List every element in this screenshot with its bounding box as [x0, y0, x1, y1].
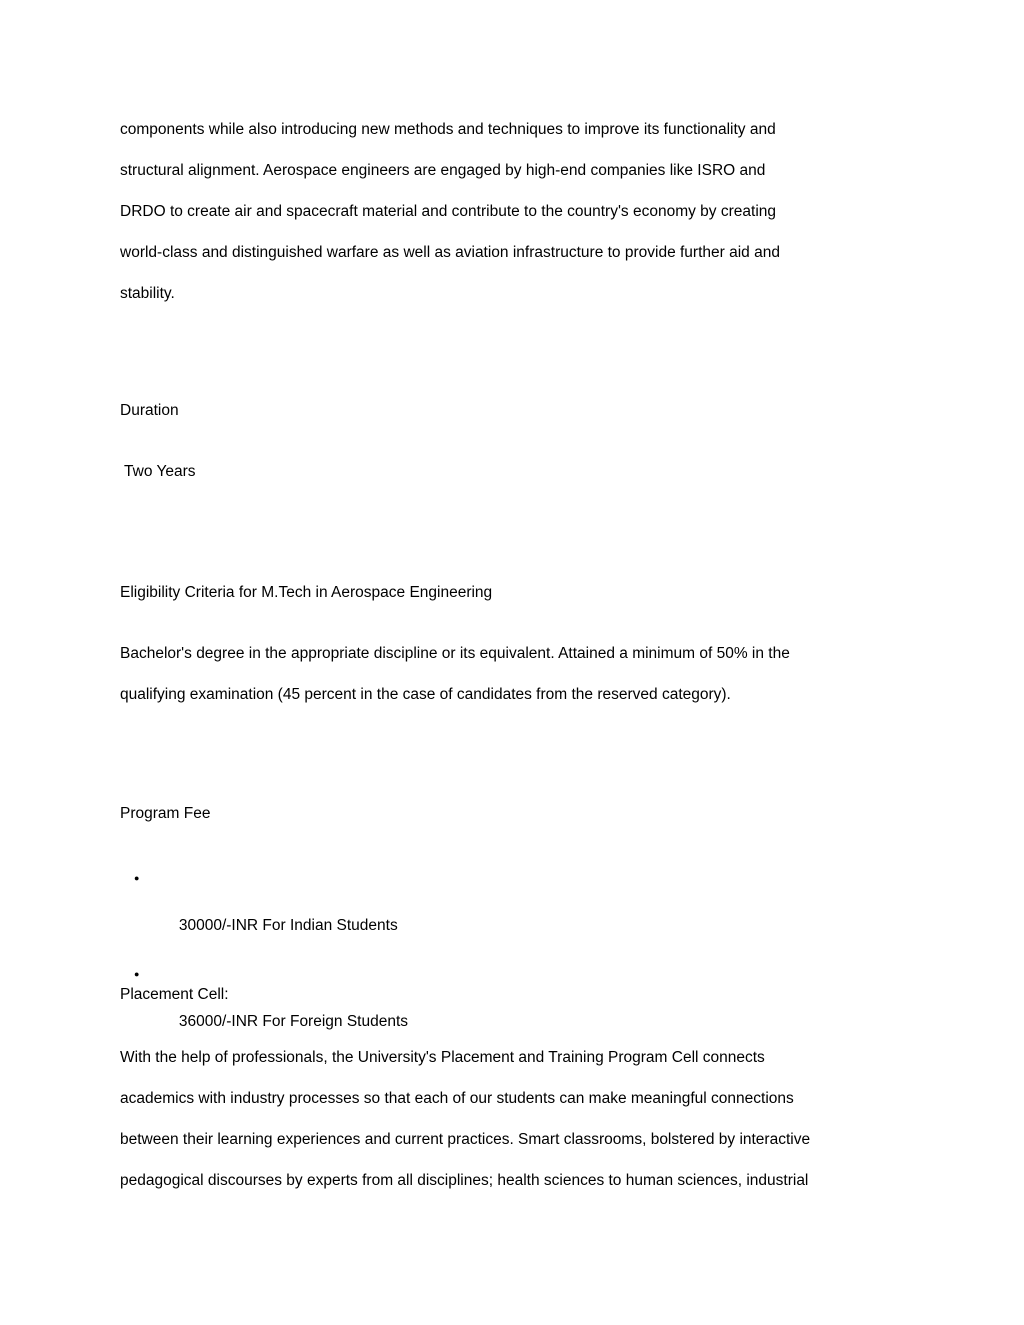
program-fee-heading	[120, 793, 950, 834]
heading-text: Program Fee	[120, 805, 211, 822]
list-item	[120, 866, 950, 962]
list-item-text: 30000/-INR For Indian Students	[178, 917, 398, 934]
placement-heading	[120, 974, 950, 1015]
bullet-icon: ●	[134, 969, 140, 979]
text-line: stability.	[120, 285, 175, 302]
text-line: components while also introducing new methods and techniques to improve its functionality and	[120, 121, 776, 138]
heading-text: Duration	[120, 402, 179, 419]
text-line: structural alignment. Aerospace engineers are engaged by high-end companies like ISRO and	[120, 162, 766, 179]
heading-text: Eligibility Criteria for M.Tech in Aerospace Engineering	[120, 584, 493, 601]
text-line: academics with industry processes so that each of our students can make meaningful connections	[120, 1090, 794, 1107]
text-line: Two Years	[120, 463, 196, 480]
list-item-text: 36000/-INR For Foreign Students	[178, 1013, 409, 1030]
placement-paragraph	[120, 1037, 950, 1201]
text-line: world-class and distinguished warfare as well as aviation infrastructure to provide further aid and	[120, 244, 780, 261]
bullet-icon: ●	[134, 873, 140, 883]
text-line: Bachelor's degree in the appropriate discipline or its equivalent. Attained a minimum of 50% in the	[120, 645, 790, 662]
text-line: pedagogical discourses by experts from all disciplines; health sciences to human sciences, industrial	[120, 1172, 809, 1189]
text-line: With the help of professionals, the University's Placement and Training Program Cell connects	[120, 1049, 765, 1066]
duration-heading	[120, 390, 950, 431]
text-line: between their learning experiences and current practices. Smart classrooms, bolstered by interactive	[120, 1131, 811, 1148]
program-fee-list	[120, 866, 950, 1058]
eligibility-heading	[120, 572, 950, 613]
text-line: qualifying examination (45 percent in the case of candidates from the reserved category).	[120, 686, 731, 703]
eligibility-paragraph	[120, 633, 950, 715]
intro-paragraph	[120, 109, 950, 314]
text-line: DRDO to create air and spacecraft material and contribute to the country's economy by creating	[120, 203, 777, 220]
heading-text: Placement Cell:	[120, 986, 229, 1003]
duration-value	[120, 451, 950, 492]
